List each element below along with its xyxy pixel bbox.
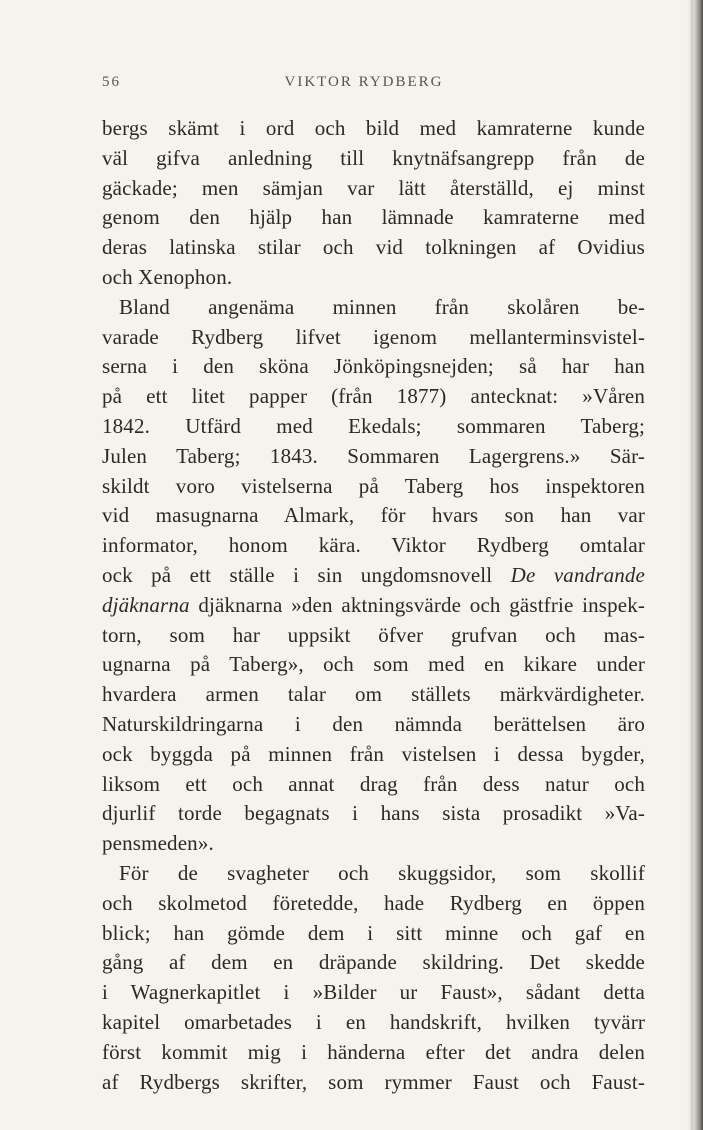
text-line: ock byggda på minnen från vistelsen i dessa bygder, [102,741,645,766]
novel-title-italic: djäknarna [102,592,190,617]
text-line: gång af dem en dräpande skildring. Det skedde [102,950,645,975]
text-line: i Wagnerkapitlet i »Bilder ur Faust», sådant detta [102,980,645,1005]
text-line: informator, honom kära. Viktor Rydberg omtalar [102,533,645,558]
running-title: VIKTOR RYDBERG [284,74,444,90]
text-line: ugnarna på Taberg», och som med en kikare under [102,652,645,677]
text-line: serna i den sköna Jönköpingsnejden; så har han [102,354,645,379]
text-line: på ett litet papper (från 1877) antecknat: »Våren [102,384,645,409]
text-line: pensmeden». [102,831,214,856]
text-line: Naturskildringarna i den nämnda berättelsen äro [102,711,645,736]
text-line: genom den hjälp han lämnade kamraterne med [102,205,645,230]
text-line: För de svagheter och skuggsidor, som skollif [119,860,645,885]
text-segment: djäknarna »den aktningsvärde och gästfrie inspek- [198,592,645,617]
text-line: gäckade; men sämjan var lätt återställd, ej minst [102,175,645,200]
text-line: 1842. Utfärd med Ekedals; sommaren Taberg; [102,413,645,438]
text-line: väl gifva anledning till knytnäfsangrepp från de [102,145,645,170]
text-line: djurlif torde begagnats i hans sista prosadikt »Va- [102,801,645,826]
text-line: deras latinska stilar och vid tolkningen af Ovidius [102,235,645,260]
page-number: 56 [102,74,121,90]
text-line-with-title [102,561,645,591]
text-line: hvardera armen talar om ställets märkvärdigheter. [102,682,645,707]
text-segment: ock på ett ställe i sin ungdomsnovell [102,562,493,587]
text-line: Julen Taberg; 1843. Sommaren Lagergrens.» Sär- [102,443,645,468]
text-line-with-title [102,591,645,621]
text-line: vid masugnarna Almark, för hvars son han var [102,503,645,528]
text-line: skildt voro vistelserna på Taberg hos inspektoren [102,473,645,498]
text-line: varade Rydberg lifvet igenom mellanterminsvistel- [102,324,645,349]
text-line: bergs skämt i ord och bild med kamraterne kunde [102,116,645,140]
text-line: kapitel omarbetades i en handskrift, hvilken tyvärr [102,1009,645,1034]
text-line: först kommit mig i händerna efter det andra delen [102,1039,645,1064]
text-line: liksom ett och annat drag från dess natur och [102,771,645,796]
text-line: Bland angenäma minnen från skolåren be- [119,294,645,319]
running-head [102,74,652,98]
text-line: af Rydbergs skrifter, som rymmer Faust och Faust- [102,1069,645,1094]
body-text [102,114,645,1097]
text-line: torn, som har uppsikt öfver grufvan och mas- [102,622,645,647]
page-edge-shadow [687,0,703,1130]
text-line: blick; han gömde dem i sitt minne och gaf en [102,920,645,945]
novel-title-italic: De vandrande [510,562,645,587]
text-line: och skolmetod företedde, hade Rydberg en öppen [102,890,645,915]
text-line: och Xenophon. [102,264,233,289]
